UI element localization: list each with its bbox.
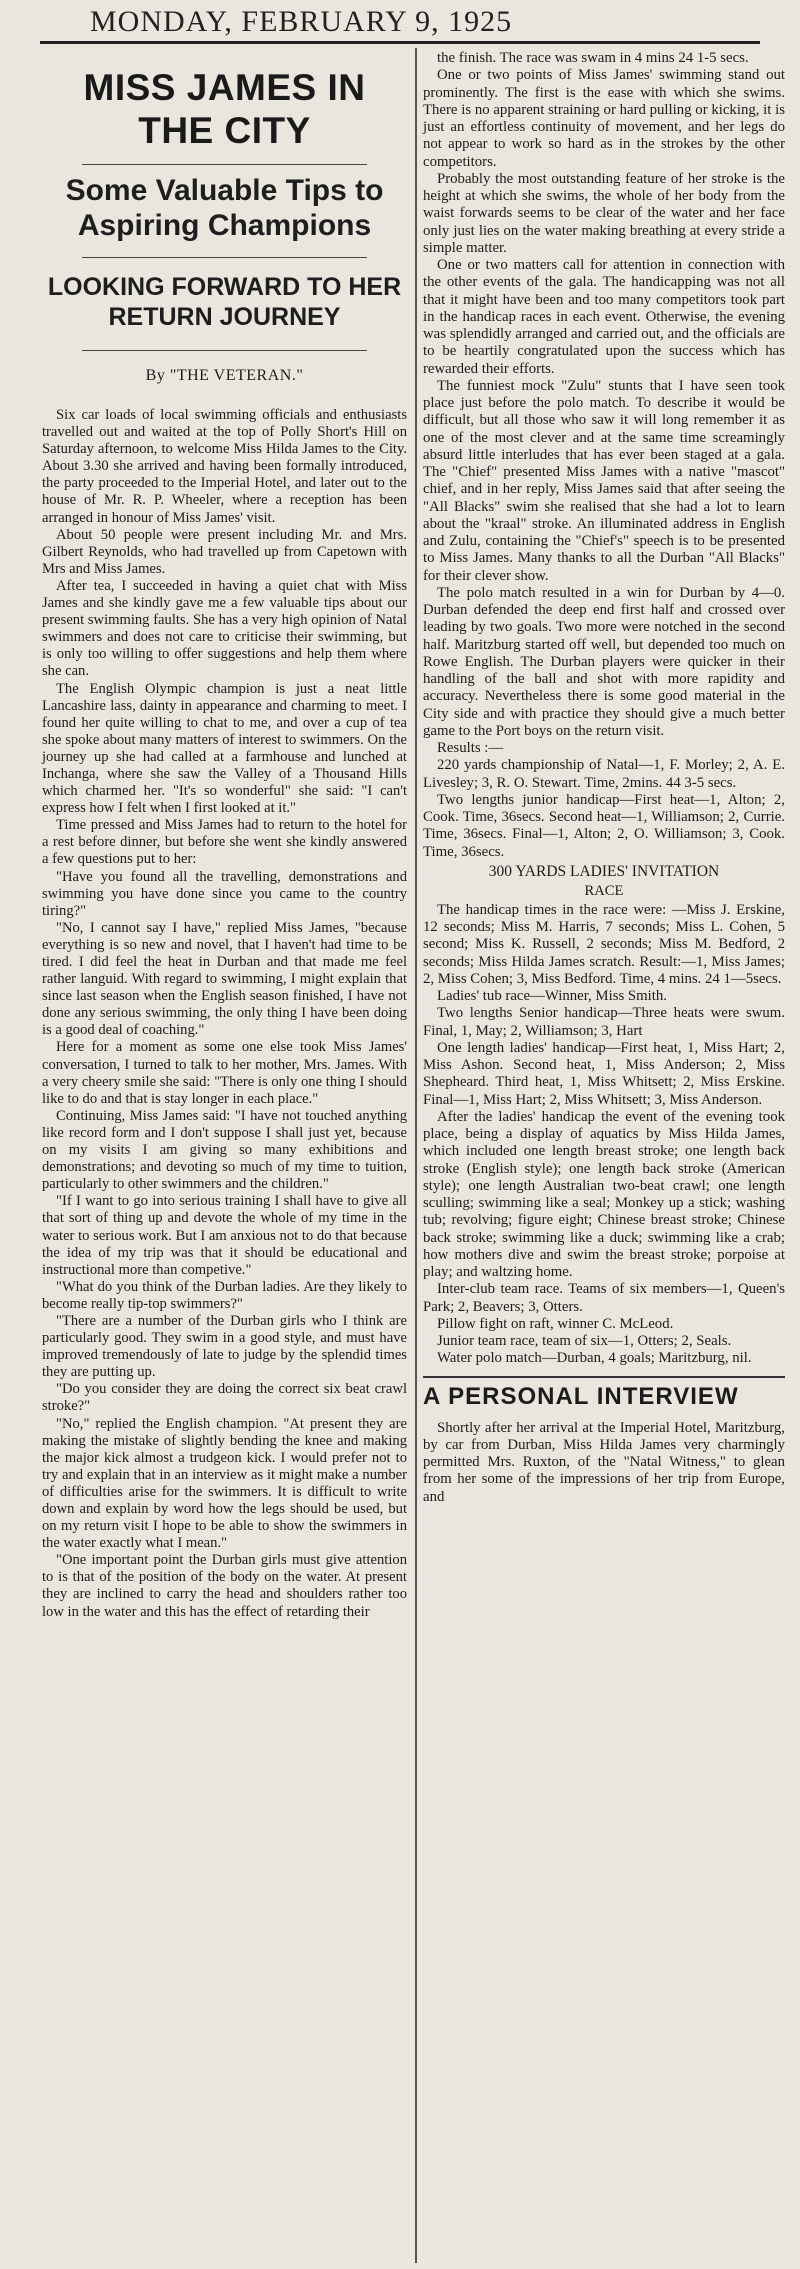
race-heading-line-2: RACE <box>584 882 624 899</box>
paragraph: The polo match resulted in a win for Durban by 4—0. Durban defended the deep end first half and crossed over leading by two goals. Two more were notched in the second half. Maritzburg started off well, but depended too much on Rowe English. The Durban players were quicker in their handling of the ball and shot with more rapidity and accuracy. Nevertheless there is some good material in the City side and with practice they should give a much better game to the Port boys on the return visit. <box>423 584 785 739</box>
paragraph: "Have you found all the travelling, demonstrations and swimming you have done since you came to the country tiring?" <box>42 868 407 919</box>
race-heading: 300 YARDS LADIES' INVITATION <box>488 862 720 880</box>
subheadline-rule <box>82 257 367 258</box>
paragraph: Shortly after her arrival at the Imperial Hotel, Maritzburg, by car from Durban, Miss Hilda James very charmingly permitted Mrs. Ruxton, of the "Natal Witness," to glean from her some of the impressions of her trip from Europe, and <box>423 1419 785 1505</box>
paragraph: "One important point the Durban girls must give attention to is that of the position of the body on the water. At present they are inclined to carry the head and shoulders rather too low in the water and this has the effect of retarding their <box>42 1552 407 1620</box>
results-label: Results :— <box>437 740 504 756</box>
article-body-right <box>423 50 785 1506</box>
paragraph: One or two points of Miss James' swimming stand out prominently. The first is the ease with which she swims. There is no apparent straining or hard pulling or kicking, it is just an effortless continuity of movement, and her legs do not appear to work so hard as in the strokes by the other competitors. <box>423 67 785 170</box>
paragraph: the finish. The race was swam in 4 mins 24 1-5 secs. <box>437 50 749 66</box>
paragraph: Water polo match—Durban, 4 goals; Maritzburg, nil. <box>437 1350 752 1367</box>
paragraph: Probably the most outstanding feature of her stroke is the height at which she swims, the whole of her body from the waist forwards seems to be clear of the water and her face only just lies on the water making breathing at every stride a simple matter. <box>423 170 785 256</box>
paragraph: After tea, I succeeded in having a quiet chat with Miss James and she kindly gave me a few valuable tips about our present swimming faults. She has a very high opinion of Natal swimmers and does not care to criticise their swimming, but is only too willing to offer suggestions and help them where she can. <box>42 577 407 680</box>
paragraph: "Do you consider they are doing the correct six beat crawl stroke?" <box>42 1381 407 1415</box>
paragraph: The English Olympic champion is just a neat little Lancashire lass, dainty in appearance and charming to meet. I found her quite willing to chat to me, and over a cup of tea she spoke about many matters of interest to swimmers. On the journey up she had called at a farmhouse and lunched at Inchanga, where she saw the Valley of a Thousand Hills which charmed her. "It's so wonderful" she said: "I can't express how I felt when I first looked at it." <box>42 680 407 817</box>
paragraph: Inter-club team race. Teams of six members—1, Queen's Park; 2, Beavers; 3, Otters. <box>423 1281 785 1315</box>
paragraph: The handicap times in the race were: —Miss J. Erskine, 12 seconds; Miss M. Harris, 7 seconds; Miss L. Cohen, 5 second; Miss K. Russell, 2 seconds; Miss M. Bedford, 2 seconds; Miss Hilda James scratch. Result:—1, Miss James; 2, Miss Cohen; 3, Miss Bedford. Time, 4 mins. 24 1—5secs. <box>423 901 785 987</box>
result-item: Two lengths junior handicap—First heat—1, Alton; 2, Cook. Time, 36secs. Second heat—1, Williamson; 2, Currie. Time, 36secs. Final—1, Alton; 2, O. Williamson; 3, Cook. Time, 36secs. <box>423 791 785 860</box>
deck: LOOKING FORWARD TO HER RETURN JOURNEY <box>47 273 402 331</box>
section-heading: A PERSONAL INTERVIEW <box>423 1376 785 1412</box>
deck-rule <box>82 350 367 351</box>
paragraph: Six car loads of local swimming officials and enthusiasts travelled out and waited at the top of Polly Short's Hill on Saturday afternoon, to welcome Miss Hilda James to the City. About 3.30 she arrived and having been formally introduced, the party proceeded to the Imperial Hotel, and later out to the house of Mr. R. P. Wheeler, where a reception has been arranged in honour of Miss James' visit. <box>42 407 407 526</box>
result-item: 220 yards championship of Natal—1, F. Morley; 2, A. E. Livesley; 3, R. O. Stewart. Time, 2mins. 44 3-5 secs. <box>423 757 785 791</box>
paragraph: One length ladies' handicap—First heat, 1, Miss Hart; 2, Miss Ashon. Second heat, 1, Miss Anderson; 2, Miss Shepheard. Third heat, 1, Miss Whitsett; 2, Miss Erskine. Final—1, Miss Hart; 2, Miss Whitsett; 3, Miss Anderson. <box>423 1039 785 1108</box>
byline: By "THE VETERAN." <box>145 367 304 384</box>
paragraph: Ladies' tub race—Winner, Miss Smith. <box>437 988 667 1004</box>
paragraph: The funniest mock "Zulu" stunts that I have seen took place just before the polo match. To describe it would be difficult, but all those who saw it will long remember it as one of the most clever and at the same time screamingly absurd little interludes that has ever been staged at a gala. The "Chief" presented Miss James with a native "mascot" chief, and in her reply, Miss James said that after seeing the "All Blacks" swim she realised that she had a lot to learn about the "kraal" stroke. An illuminated address in English and Zulu, containing the "Chief's" speech is to be presented to Miss James. Many thanks to all the Durban "All Blacks" for their clever show. <box>423 377 785 584</box>
paragraph: "If I want to go into serious training I shall have to give all that sort of thing up and devote the whole of my time in the water to serious work. But I am anxious not to do that because the idea of my trip was that it should be educational and instructional more than competive." <box>42 1193 407 1278</box>
subheadline: Some Valuable Tips to Aspiring Champions <box>65 174 384 242</box>
paragraph: "What do you think of the Durban ladies. Are they likely to become really tip-top swimmers?" <box>42 1278 407 1312</box>
paragraph: Two lengths Senior handicap—Three heats were swum. Final, 1, May; 2, Williamson; 3, Hart <box>423 1005 785 1039</box>
right-column <box>423 50 785 1506</box>
column-divider <box>415 48 417 2263</box>
paragraph: Time pressed and Miss James had to return to the hotel for a rest before dinner, but before she went she kindly answered a few questions put to her: <box>42 817 407 868</box>
headline: MISS JAMES IN THE CITY <box>83 67 366 151</box>
paragraph: "There are a number of the Durban girls who I think are particularly good. They swim in a good style, and must have improved tremendously of late to judge by the splendid times they are putting up. <box>42 1312 407 1381</box>
dateline: MONDAY, FEBRUARY 9, 1925 <box>40 0 760 44</box>
paragraph: Junior team race, team of six—1, Otters; 2, Seals. <box>437 1333 732 1349</box>
paragraph: Here for a moment as some one else took Miss James' conversation, I turned to talk to her mother, Mrs. James. With a very cheery smile she said: "There is only one thing I should like to do and that is stay longer in each place." <box>42 1039 407 1107</box>
paragraph: "No, I cannot say I have," replied Miss James, "because everything is so new and novel, that I haven't had time to be tired. I did feel the heat in Durban and that made me feel rather languid. With regard to swimming, I might explain that since last season when the English season finished, I have not done any serious swimming, the only thing I have been doing is a good deal of coaching." <box>42 919 407 1039</box>
paragraph: About 50 people were present including Mr. and Mrs. Gilbert Reynolds, who had travelled up from Capetown with Mrs and Miss James. <box>42 526 407 577</box>
paragraph: One or two matters call for attention in connection with the other events of the gala. The handicapping was not all that it might have been and too many competitors took part in the handicap races in each event. Otherwise, the evening was splendidly arranged and carried out, and the officials are to be heartily congratulated upon the success which has rewarded their efforts. <box>423 257 785 377</box>
paragraph: "No," replied the English champion. "At present they are making the mistake of slightly bending the knee and making the major kick almost a trudgeon kick. I would prefer not to try and explain that in an interview as it might make a number of difficulties arise for the swimmers. It is difficult to write down and explain by word how the legs should be used, but on my return visit I hope to be able to show the swimmers in the water exactly what I mean." <box>42 1415 407 1552</box>
article-body-left <box>42 407 407 1621</box>
paragraph: After the ladies' handicap the event of the evening took place, being a display of aquatics by Miss Hilda James, which included one length breast stroke; one length back stroke (English style); one length back stroke (American style); one length Australian two-beat crawl; one length sculling; swimming like a seal; Monkey up a stick; washing tub; revolving; figure eight; Chinese breast stroke; Chinese back stroke; swimming like a duck; swimming like a crab; how mothers dive and swim the breast stroke; porpoise at play; and waltzing home. <box>423 1108 785 1280</box>
paragraph: Continuing, Miss James said: "I have not touched anything like record form and I don't suppose I shall just yet, because on my visits I am giving so many exhibitions and demonstrations; and devoting so much of my time to tuition, particularly to other swimmers and the children." <box>42 1107 407 1193</box>
left-column <box>42 50 407 1621</box>
paragraph: Pillow fight on raft, winner C. McLeod. <box>437 1315 674 1332</box>
headline-rule <box>82 164 367 165</box>
